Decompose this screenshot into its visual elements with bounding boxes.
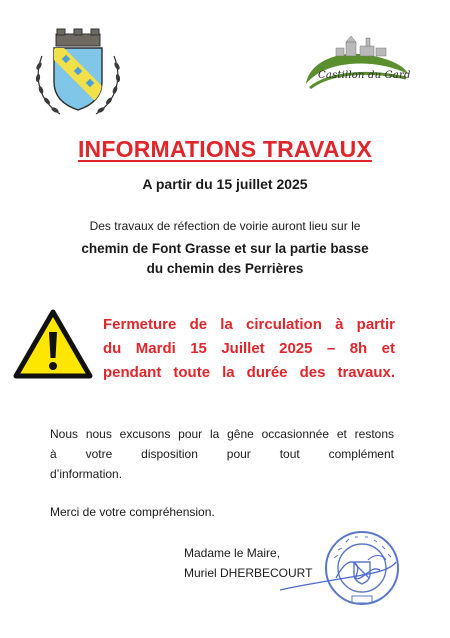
road-closure-notice: [103, 313, 395, 385]
signer-role: Madame le Maire,: [184, 546, 281, 560]
signer-name: Muriel DHERBECOURT: [184, 566, 313, 580]
streets-line-2: du chemin des Perrières: [146, 261, 304, 276]
town-crest-icon: [30, 26, 126, 122]
warning-triangle-icon: [12, 308, 94, 380]
streets-line-1: chemin de Font Grasse et sur la partie basse: [81, 241, 369, 256]
start-date: A partir du 15 juillet 2025: [142, 176, 308, 192]
town-logo-text: Castillon du Gard: [318, 70, 411, 81]
closure-line-3: pendant toute la durée des travaux.: [103, 364, 395, 381]
affected-streets: [30, 239, 420, 279]
closure-line-1: Fermeture de la circulation à partir: [103, 316, 395, 333]
apology-line-3: d’information.: [50, 467, 123, 481]
thanks-text: Merci de votre compréhension.: [50, 505, 215, 519]
apology-text: [50, 424, 394, 484]
intro-text: Des travaux de réfection de voirie auront lieu sur le: [89, 219, 361, 233]
apology-line-2: à votre disposition pour tout complément: [50, 447, 394, 461]
closure-line-2: du Mardi 15 Juillet 2025 – 8h et: [103, 340, 395, 357]
town-logo-icon: [300, 30, 412, 102]
notice-title: INFORMATIONS TRAVAUX: [77, 136, 373, 162]
signature-block: [184, 543, 312, 583]
apology-line-1: Nous nous excusons pour la gêne occasionnée et restons: [50, 427, 394, 441]
